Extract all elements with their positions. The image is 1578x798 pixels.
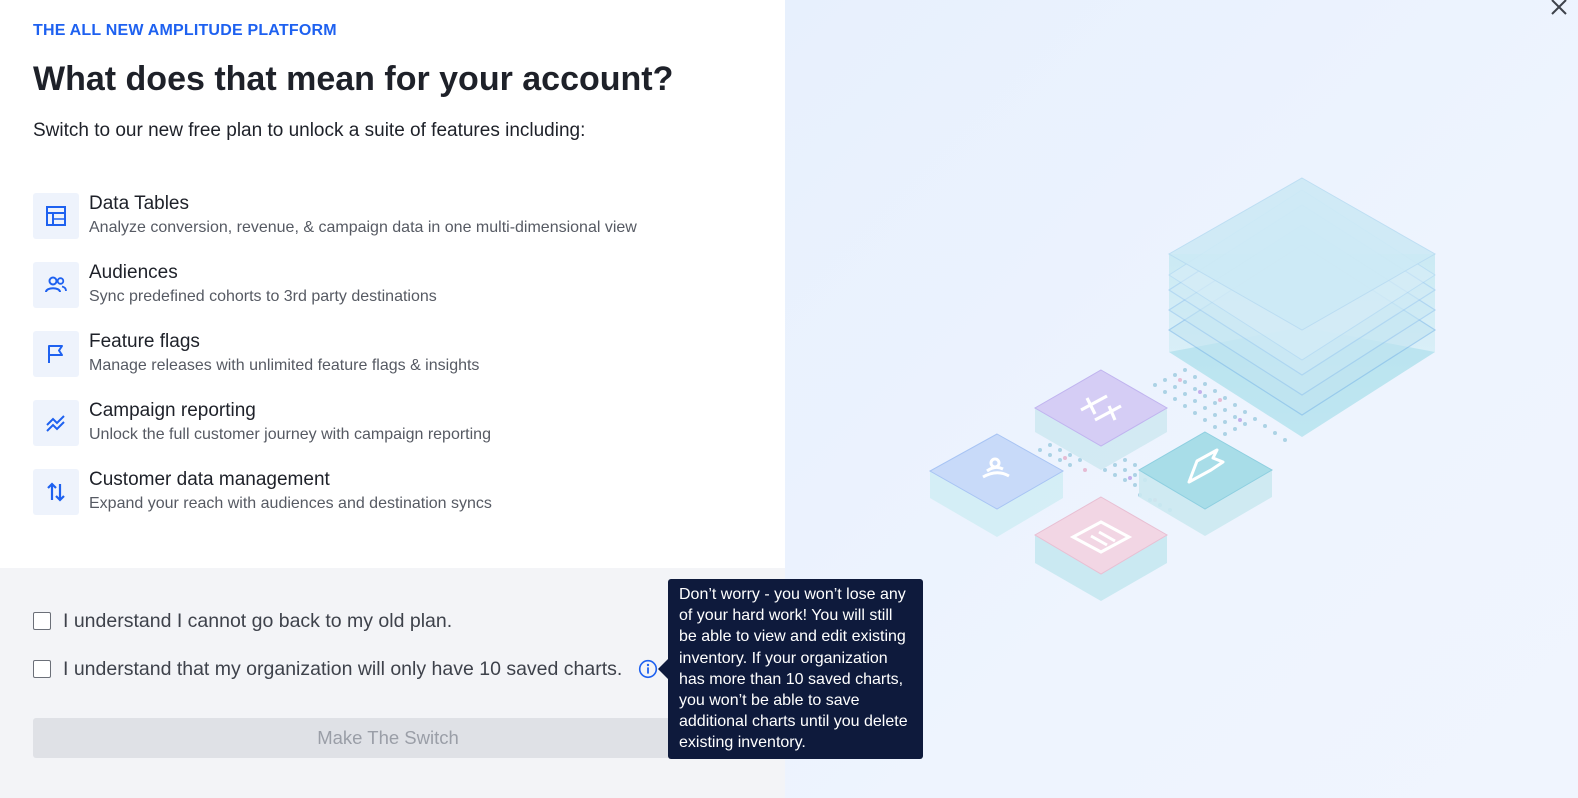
users-icon <box>33 262 79 308</box>
feature-title: Data Tables <box>89 193 189 214</box>
old-plan-checkbox[interactable] <box>33 612 51 630</box>
info-icon[interactable] <box>638 659 658 679</box>
sync-arrows-icon <box>33 469 79 515</box>
feature-title: Feature flags <box>89 331 200 352</box>
feature-description: Unlock the full customer journey with campaign reporting <box>89 426 491 443</box>
campaign-reporting-tile <box>1035 497 1167 601</box>
feature-title: Campaign reporting <box>89 400 256 421</box>
modal-subtitle: Switch to our new free plan to unlock a suite of features including: <box>33 120 586 141</box>
old-plan-label[interactable]: I understand I cannot go back to my old plan. <box>63 609 453 632</box>
saved-charts-tooltip <box>668 579 923 759</box>
feature-description: Expand your reach with audiences and destination syncs <box>89 495 492 512</box>
feature-title: Audiences <box>89 262 178 283</box>
trend-icon <box>33 400 79 446</box>
saved-charts-checkbox[interactable] <box>33 660 51 678</box>
feature-item-data-tables <box>33 192 753 242</box>
saved-charts-label[interactable]: I understand that my organization will only have 10 saved charts. <box>63 657 623 680</box>
feature-item-campaign-reporting <box>33 399 753 449</box>
data-management-tile <box>1035 370 1167 470</box>
audiences-tile <box>930 434 1063 537</box>
table-icon <box>33 193 79 239</box>
make-the-switch-button[interactable]: Make The Switch <box>33 718 743 758</box>
modal-title: What does that mean for your account? <box>33 60 674 98</box>
flag-icon <box>33 331 79 377</box>
feature-item-feature-flags <box>33 330 753 380</box>
feature-item-audiences <box>33 261 753 311</box>
tooltip-arrow <box>658 659 668 679</box>
feature-item-customer-data-management <box>33 468 753 518</box>
saved-charts-acknowledgement <box>33 656 658 682</box>
feature-flags-tile <box>1139 432 1272 536</box>
feature-description: Analyze conversion, revenue, & campaign data in one multi-dimensional view <box>89 219 637 236</box>
layered-stack <box>1169 178 1435 437</box>
feature-description: Manage releases with unlimited feature flags & insights <box>89 357 480 374</box>
tooltip-text: Don’t worry - you won’t lose any of your hard work! You will still be able to view and edit existing inventory. If your organization has more than 10 saved charts, you won’t be able to save additional charts until you delete existing inventory. <box>679 586 908 752</box>
old-plan-acknowledgement <box>33 608 452 634</box>
feature-title: Customer data management <box>89 469 330 490</box>
close-icon[interactable] <box>1548 0 1570 23</box>
eyebrow-label: THE ALL NEW AMPLITUDE PLATFORM <box>33 22 337 39</box>
feature-description: Sync predefined cohorts to 3rd party destinations <box>89 288 437 305</box>
